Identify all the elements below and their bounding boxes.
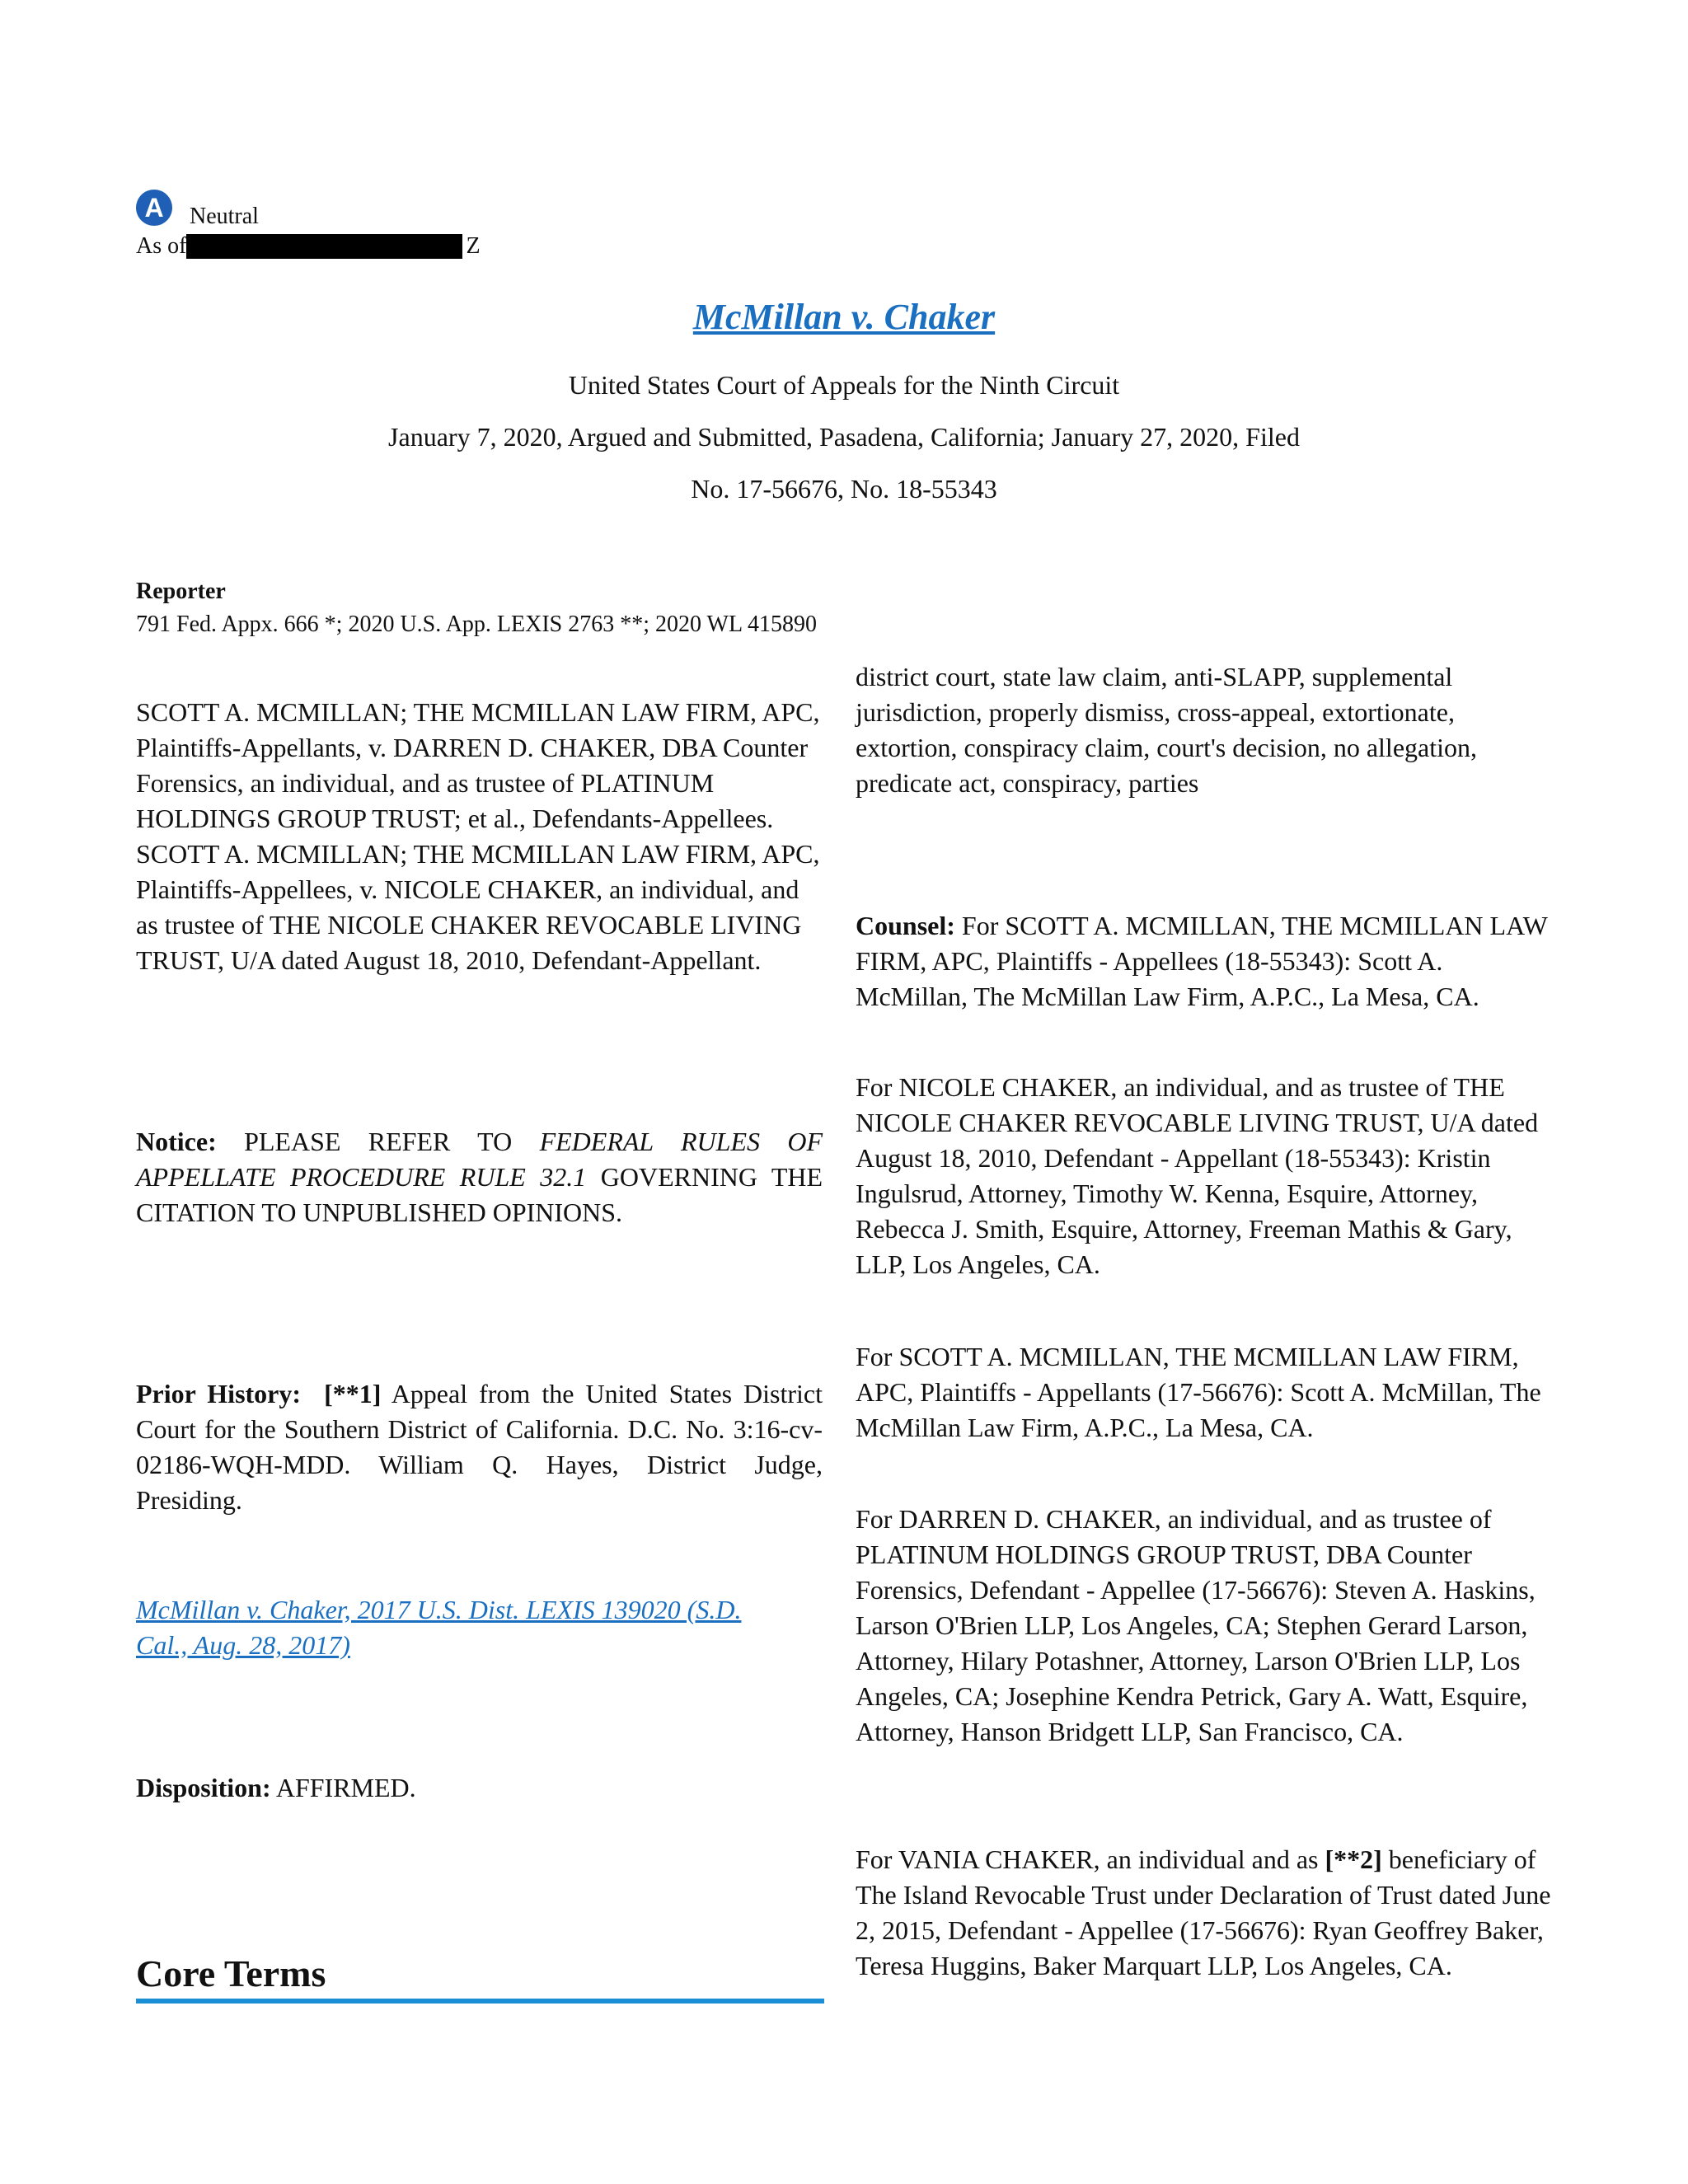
counsel-label: Counsel: (856, 911, 955, 940)
reporter-label: Reporter (136, 579, 226, 604)
redaction-bar (186, 234, 462, 259)
counsel-paragraph-4: For DARREN D. CHAKER, an individual, and as trustee of PLATINUM HOLDINGS GROUP TRUST, DBA Counter Forensics, Defendant - Appellee (17-56676): Steven A. Haskins, Larson O'Brien LLP, Los Angeles, CA; Stephen Gerard Larson, Attorney, Hilary Potashner, Attorney, Larson O'Brien LLP, Los Angeles, CA; Josephine Kendra Petrick, Gary A. Watt, Esquire, Attorney, Hanson Bridgett LLP, San Francisco, CA. (856, 1504, 1536, 1746)
prior-history-citation (136, 1592, 787, 1663)
notice-rule: FEDERAL RULES OF APPELLATE PROCEDURE RULE 32.1 (136, 1127, 823, 1192)
page-marker-1: [**1] (324, 1379, 382, 1408)
reporter-citation: 791 Fed. Appx. 666 *; 2020 U.S. App. LEXIS 2763 **; 2020 WL 415890 (136, 612, 818, 637)
docket-numbers: No. 17-56676, No. 18-55343 (691, 474, 997, 504)
core-terms-heading: Core Terms (136, 1952, 326, 1994)
prior-history-paragraph (136, 1376, 823, 1518)
prior-history-text: Appeal from the United States District Court for the Southern District of California. D.C. No. 3:16-cv-02186-WQH-MDD. William Q. Hayes, District Judge, Presiding. (136, 1379, 823, 1515)
case-title-link[interactable]: McMillan v. Chaker (692, 297, 996, 337)
notice-text-after: GOVERNING THE CITATION TO UNPUBLISHED OPINIONS. (136, 1162, 823, 1227)
page-marker-2: [**2] (1325, 1844, 1382, 1874)
counsel-paragraph-3: For SCOTT A. MCMILLAN, THE MCMILLAN LAW FIRM, APC, Plaintiffs - Appellants (17-56676): Scott A. McMillan, The McMillan Law Firm, A.P.C., La Mesa, CA. (856, 1342, 1541, 1442)
counsel-paragraph-2: For NICOLE CHAKER, an individual, and as trustee of THE NICOLE CHAKER REVOCABLE LIVING TRUST, U/A dated August 18, 2010, Defendant - Appellant (18-55343): Kristin Ingulsrud, Attorney, Timothy W. Kenna, Esquire, Attorney, Rebecca J. Smith, Esquire, Attorney, Freeman Mathis & Gary, LLP, Los Angeles, CA. (856, 1072, 1539, 1279)
parties-paragraph: SCOTT A. MCMILLAN; THE MCMILLAN LAW FIRM, APC, Plaintiffs-Appellants, v. DARREN D. CHAKER, DBA Counter Forensics, an individual, and as trustee of PLATINUM HOLDINGS GROUP TRUST; et al., Defendants-Appellees. SCOTT A. MCMILLAN; THE MCMILLAN LAW FIRM, APC, Plaintiffs-Appellees, v. NICOLE CHAKER, an individual, and as trustee of THE NICOLE CHAKER REVOCABLE LIVING TRUST, U/A dated August 18, 2010, Defendant-Appellant. (136, 697, 820, 975)
notice-paragraph (136, 1124, 823, 1230)
notice-label: Notice: (136, 1127, 217, 1156)
notice-text-before: PLEASE REFER TO (244, 1127, 513, 1156)
counsel-paragraph-5 (856, 1842, 1552, 1984)
core-terms-rule (136, 1999, 824, 2004)
counsel-paragraph-1 (856, 908, 1552, 1015)
counsel-text-5-after: beneficiary of The Island Revocable Trust under Declaration of Trust dated June 2, 2015, Defendant - Appellee (17-56676): Ryan Geoffrey Baker, Teresa Huggins, Baker Marquart LLP, Los Angeles, CA. (856, 1844, 1551, 1980)
core-terms-list: district court, state law claim, anti-SLAPP, supplemental jurisdiction, properly dismiss, cross-appeal, extortionate, extortion, conspiracy claim, court's decision, no allegation, predicate act, conspiracy, parties (856, 662, 1477, 798)
court-name: United States Court of Appeals for the Ninth Circuit (568, 370, 1120, 400)
as-of-prefix: As of (136, 233, 187, 259)
as-of-suffix: Z (466, 233, 481, 259)
signal-status: Neutral (190, 204, 259, 229)
disposition-text: AFFIRMED. (275, 1773, 416, 1802)
lexis-signal-icon: A (136, 190, 172, 226)
lower-court-citation-link[interactable]: McMillan v. Chaker, 2017 U.S. Dist. LEXIS 139020 (S.D. Cal., Aug. 28, 2017) (136, 1595, 742, 1660)
prior-history-label: Prior History: (136, 1379, 302, 1408)
as-of-line (136, 233, 481, 260)
case-dates: January 7, 2020, Argued and Submitted, Pasadena, California; January 27, 2020, Filed (388, 422, 1300, 452)
disposition-label: Disposition: (136, 1773, 271, 1802)
counsel-text-1: For SCOTT A. MCMILLAN, THE MCMILLAN LAW FIRM, APC, Plaintiffs - Appellees (18-55343): Scott A. McMillan, The McMillan Law Firm, A.P.C., La Mesa, CA. (856, 911, 1548, 1011)
disposition-paragraph (136, 1770, 823, 1806)
case-title (0, 294, 1688, 340)
counsel-text-5-before: For VANIA CHAKER, an individual and as (856, 1844, 1319, 1874)
